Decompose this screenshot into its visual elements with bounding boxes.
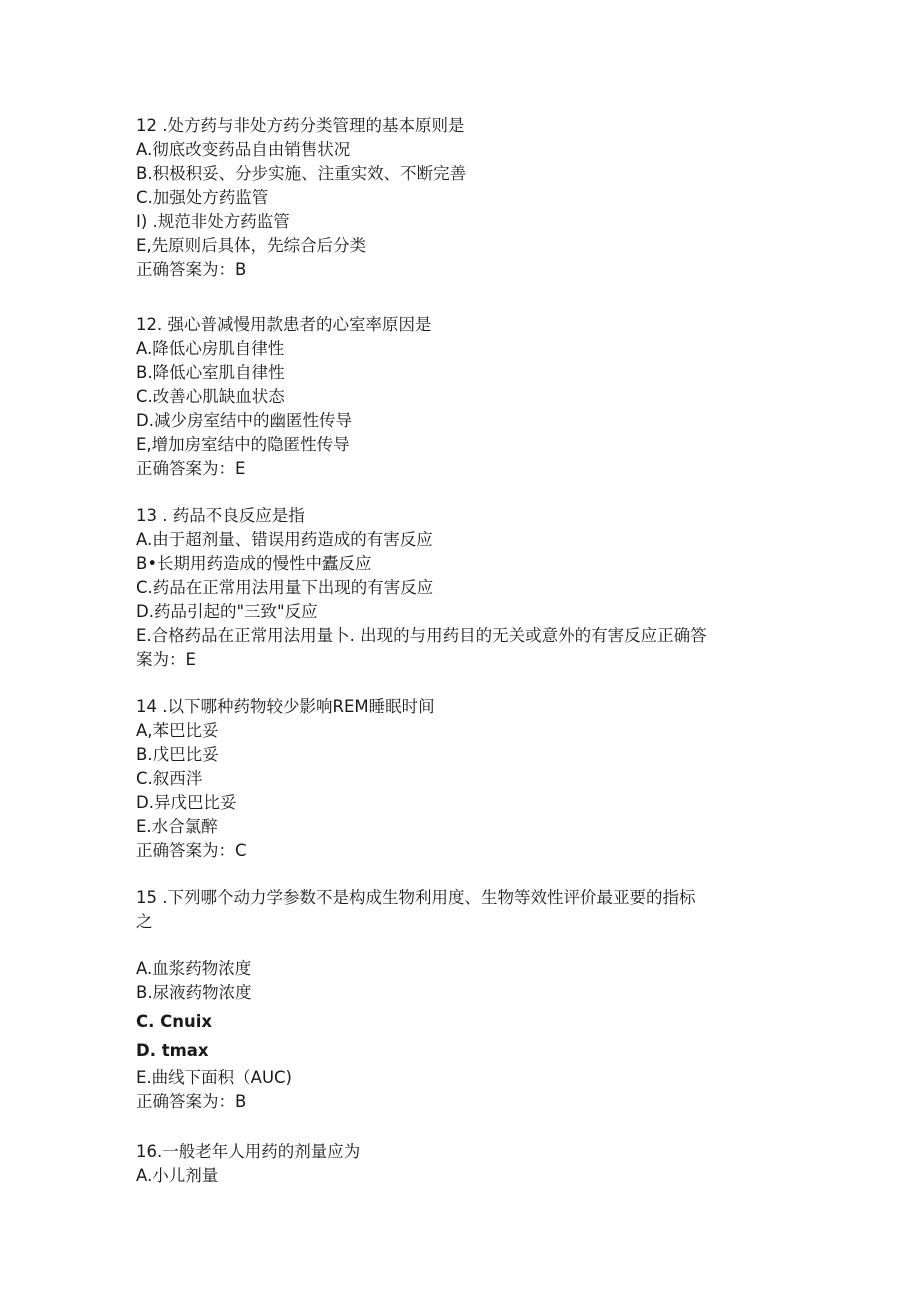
answer-line: 正确答案为：B (136, 1092, 247, 1111)
question-stem: 15 .下列哪个动力学参数不是构成生物利用度、生物等效性评价最亚要的指标 (136, 888, 696, 907)
option-a: A.降低心房肌自律性 (136, 339, 285, 358)
option-b: B.戊巴比妥 (136, 745, 219, 764)
option-d: D.减少房室结中的幽匿性传导 (136, 411, 352, 430)
option-c: C.药品在正常用法用量下出现的有害反应 (136, 578, 434, 597)
option-a: A.血浆药物浓度 (136, 959, 252, 978)
option-b: B.积极积妥、分步实施、注重实效、不断完善 (136, 164, 467, 183)
option-c: C.改善心肌缺血状态 (136, 387, 285, 406)
question-stem: 13 . 药品不良反应是指 (136, 506, 305, 525)
option-e: E.水合氯醉 (136, 817, 218, 836)
option-d: D.异戊巴比妥 (136, 793, 237, 812)
answer-line: 正确答案为：E (136, 459, 246, 478)
option-d: D.药品引起的"三致"反应 (136, 602, 318, 621)
option-b: B•长期用药造成的慢性中蠹反应 (136, 554, 372, 573)
option-e: E.曲线下面积（AUC) (136, 1068, 292, 1087)
option-a: A.彻底改变药品自由销售状况 (136, 140, 351, 159)
option-a: A.由于超剂量、错误用药造成的有害反应 (136, 530, 433, 549)
option-e: E.合格药品在正常用法用量卜. 出现的与用药目的无关或意外的有害反应正确答 (136, 626, 707, 645)
question-stem: 16.一般老年人用药的剂量应为 (136, 1142, 361, 1161)
option-d: D. tmax (136, 1041, 209, 1060)
question-block-2 (136, 313, 786, 481)
question-stem: 12. 强心普减慢用款患者的心室率原因是 (136, 315, 432, 334)
option-d: I) .规范非处方药监管 (136, 212, 290, 231)
option-c: C. Cnuix (136, 1012, 213, 1031)
option-e: E,增加房室结中的隐匿性传导 (136, 435, 350, 454)
option-c: C.叙西泮 (136, 769, 203, 788)
question-block-4 (136, 695, 786, 863)
option-b: B.降低心室肌自律性 (136, 363, 285, 382)
answer-line: 正确答案为：C (136, 841, 247, 860)
question-block-6 (136, 1140, 786, 1188)
answer-line: 正确答案为：B (136, 260, 247, 279)
option-b: B.尿液药物浓度 (136, 983, 252, 1002)
question-block-3 (136, 504, 786, 672)
question-stem: 14 .以下哪种药物较少影响REM睡眠时间 (136, 697, 435, 716)
question-stem-continued: 之 (136, 912, 153, 931)
question-stem: 12 .处方药与非处方药分类管理的基本原则是 (136, 116, 465, 135)
option-c: C.加强处方药监管 (136, 188, 269, 207)
question-block-5 (136, 886, 786, 1114)
answer-line: 案为：E (136, 650, 196, 669)
option-a: A,苯巴比妥 (136, 721, 219, 740)
option-e: E,先原则后具体，先综合后分类 (136, 236, 367, 255)
option-a: A.小儿剂量 (136, 1166, 219, 1185)
question-block-1 (136, 114, 786, 282)
